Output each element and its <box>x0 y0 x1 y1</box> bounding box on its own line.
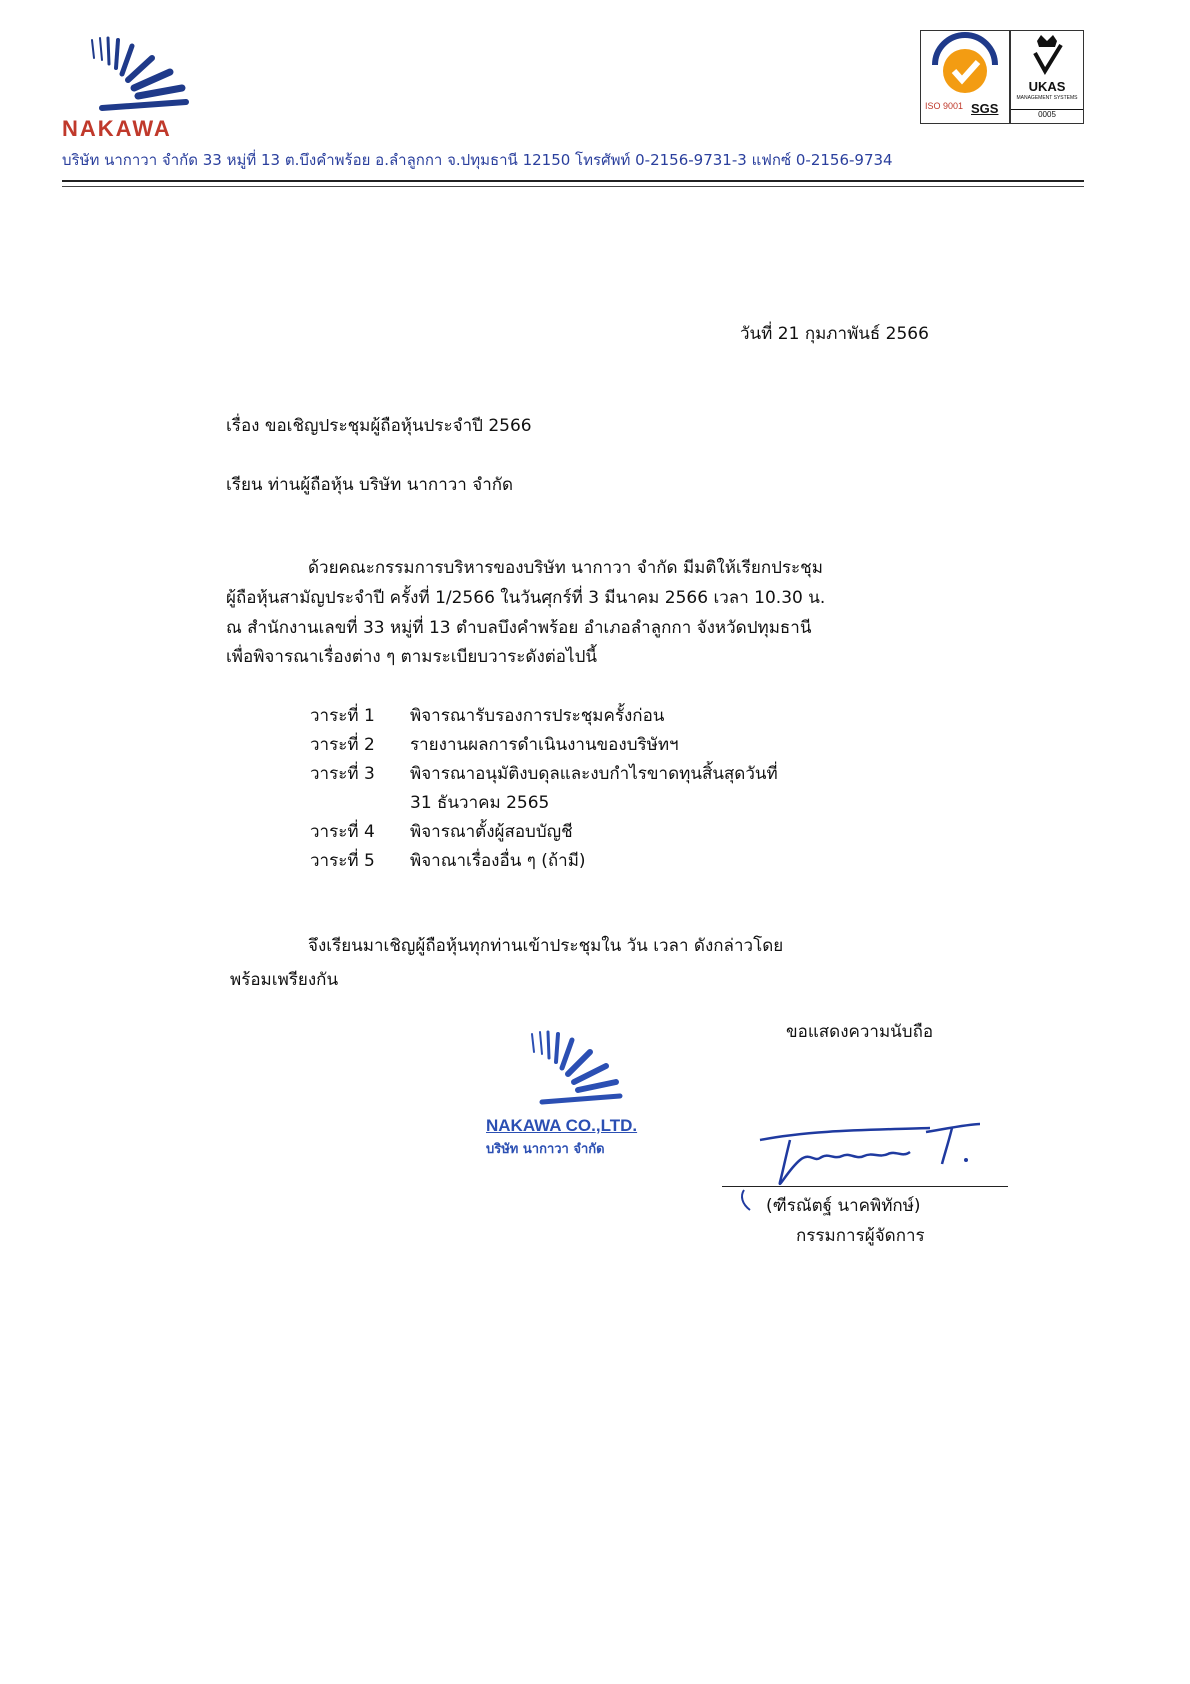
ukas-code: 0005 <box>1011 109 1083 119</box>
ukas-label: UKAS <box>1028 79 1066 94</box>
agenda-item: วาระที่ 3 พิจารณาอนุมัติงบดุลและงบกำไรขาดทุนสิ้นสุดวันที่ <box>310 764 778 784</box>
company-address: บริษัท นากาวา จำกัด 33 หมู่ที่ 13 ต.บึงคำพร้อย อ.ลำลูกกา จ.ปทุมธานี 12150 โทรศัพท์ 0-2156-9731-3 แฟกซ์ 0-2156-9734 <box>62 151 893 169</box>
regards: ขอแสดงความนับถือ <box>786 1022 934 1042</box>
signature-line <box>722 1186 1008 1187</box>
company-brand: NAKAWA <box>62 116 172 141</box>
agenda-item: วาระที่ 5 พิจาณาเรื่องอื่น ๆ (ถ้ามี) <box>310 851 586 871</box>
ukas-certification-badge <box>1010 30 1084 124</box>
sgs-label: SGS <box>971 101 999 116</box>
logo-rays-icon <box>62 36 232 116</box>
stamp-rays-icon <box>476 1028 686 1118</box>
crown-check-icon <box>1011 31 1083 79</box>
agenda-item: วาระที่ 1 พิจารณารับรองการประชุมครั้งก่อน <box>310 706 665 726</box>
sgs-check-icon <box>921 31 1009 101</box>
letter-subject: เรื่อง ขอเชิญประชุมผู้ถือหุ้นประจำปี 2566 <box>226 416 532 436</box>
agenda-item: วาระที่ 4 พิจารณาตั้งผู้สอบบัญชี <box>310 822 573 842</box>
agenda-item: 31 ธันวาคม 2565 <box>410 793 550 813</box>
closing-line: จึงเรียนมาเชิญผู้ถือหุ้นทุกท่านเข้าประชุมใน วัน เวลา ดังกล่าวโดย <box>308 936 784 956</box>
company-stamp <box>476 1028 686 1158</box>
company-logo <box>62 36 232 146</box>
body-line: ด้วยคณะกรรมการบริหารของบริษัท นากาวา จำกัด มีมติให้เรียกประชุม <box>308 558 823 578</box>
letter-recipient: เรียน ท่านผู้ถือหุ้น บริษัท นากาวา จำกัด <box>226 475 514 495</box>
stamp-name-th: บริษัท นากาวา จำกัด <box>486 1142 605 1157</box>
stamp-name-en: NAKAWA CO.,LTD. <box>486 1116 638 1135</box>
agenda-item: วาระที่ 2 รายงานผลการดำเนินงานของบริษัทฯ <box>310 735 679 755</box>
ukas-sub-label: MANAGEMENT SYSTEMS <box>1016 95 1078 101</box>
header-divider-thin <box>62 186 1084 187</box>
closing-line: พร้อมเพรียงกัน <box>230 970 339 990</box>
body-line: เพื่อพิจารณาเรื่องต่าง ๆ ตามระเบียบวาระดังต่อไปนี้ <box>226 647 597 667</box>
iso-certification-badge <box>920 30 1010 124</box>
signer-title: กรรมการผู้จัดการ <box>796 1226 925 1246</box>
body-line: ณ สำนักงานเลขที่ 33 หมู่ที่ 13 ตำบลบึงคำพร้อย อำเภอลำลูกกา จังหวัดปทุมธานี <box>226 618 812 638</box>
body-line: ผู้ถือหุ้นสามัญประจำปี ครั้งที่ 1/2566 ในวันศุกร์ที่ 3 มีนาคม 2566 เวลา 10.30 น. <box>226 588 826 608</box>
signer-name: (ฑีรณัตฐ์ นาคพิทักษ์) <box>766 1196 921 1216</box>
letter-date: วันที่ 21 กุมภาพันธ์ 2566 <box>740 324 929 344</box>
header-divider <box>62 180 1084 182</box>
iso-label: ISO 9001 <box>925 101 964 111</box>
